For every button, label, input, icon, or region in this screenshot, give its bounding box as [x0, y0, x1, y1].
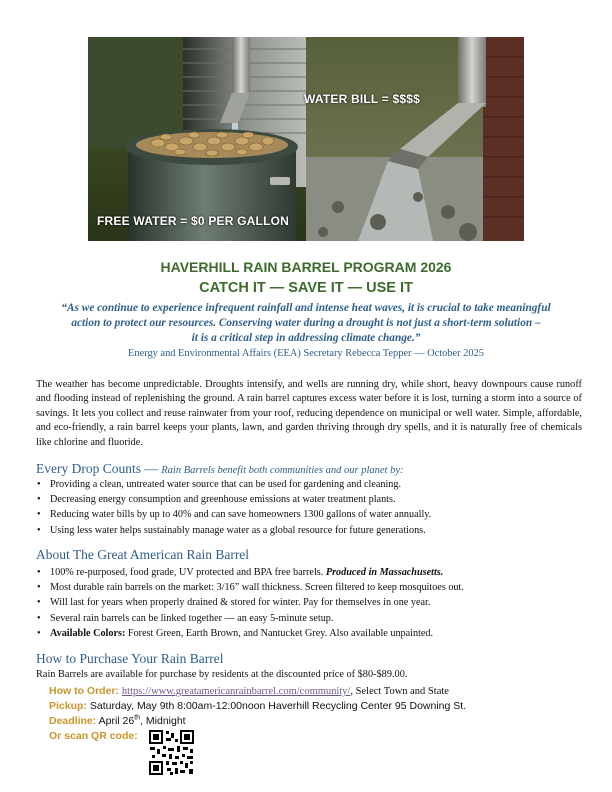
rain-barrel-photo: [88, 37, 524, 241]
colors-text: Forest Green, Earth Brown, and Nantucket Grey. Also available unpainted.: [127, 627, 434, 639]
produced-in-ma: Produced in Massachusetts.: [325, 567, 444, 578]
intro-paragraph: The weather has become unpredictable. Droughts intensify, and wells are running dry, while short, heavy downpours cause runoff and flooding instead of replenishing the ground. A rain barrel captures excess water before it is lost, turning a storm into a source of savings. It lets you collect and reuse rainwater from your roof, reducing dependence on municipal or well water. Simple, affordable, and eco-friendly, a rain barrel keeps your plants, lawn, and garden thriving through dry spells, and it is naturally free of chemicals like chlorine and fluoride.: [36, 379, 582, 448]
purchase-text: Rain Barrels are available for purchase by residents at the discounted price of $80-$89.00.: [36, 669, 408, 680]
colors-label: Available Colors:: [50, 627, 126, 639]
deadline-sup: th: [134, 714, 141, 722]
benefits-list: [36, 477, 586, 538]
pickup-label: Pickup:: [49, 700, 87, 712]
hero-image: [88, 37, 524, 241]
qr-line: [49, 730, 138, 742]
quote-line: action to protect our resources. Conserving water during a drought is not just a short-term solution –: [71, 317, 541, 329]
quote-attribution: Energy and Environmental Affairs (EEA) Secretary Rebecca Tepper — October 2025: [128, 348, 484, 359]
qr-code-icon[interactable]: [149, 730, 194, 775]
every-drop-subheading: Rain Barrels benefit both communities and our planet by:: [161, 465, 404, 476]
list-item: • Decreasing energy consumption and greenhouse emissions at water treatment plants.: [36, 492, 586, 507]
every-drop-title: Every Drop Counts —: [36, 461, 158, 476]
order-link[interactable]: https://www.greatamericanrainbarrel.com/community/: [121, 686, 351, 697]
list-item: • Most durable rain barrels on the market: 3/16” wall thickness. Screen filtered to keep mosquitoes out.: [36, 580, 586, 595]
program-title: HAVERHILL RAIN BARREL PROGRAM 2026: [160, 259, 452, 275]
list-item: • Will last for years when properly drained & stored for winter. Pay for themselves in one year.: [36, 595, 586, 610]
every-drop-heading: [36, 461, 404, 477]
pickup-line: [49, 700, 466, 712]
free-water-caption: FREE WATER = $0 PER GALLON: [97, 214, 290, 228]
deadline-day: April 26: [98, 715, 135, 727]
list-item: [36, 626, 586, 641]
about-heading: About The Great American Rain Barrel: [36, 547, 250, 562]
feature-text: 100% re-purposed, food grade, UV protected and BPA free barrels.: [50, 567, 324, 578]
list-item: • Reducing water bills by up to 40% and can save homeowners 1300 gallons of water annually.: [36, 507, 586, 522]
deadline-time: , Midnight: [140, 715, 186, 727]
order-suffix: , Select Town and State: [350, 686, 449, 697]
quote-line: it is a critical step in addressing climate change.”: [191, 332, 421, 344]
pickup-text: Saturday, May 9th 8:00am-12:00noon Haverhill Recycling Center 95 Downing St.: [89, 700, 467, 712]
quote-line: “As we continue to experience infrequent rainfall and intense heat waves, it is crucial to take meaningful: [61, 302, 551, 314]
water-bill-caption: WATER BILL = $$$$: [304, 92, 420, 106]
order-line: [49, 685, 449, 697]
purchase-heading: How to Purchase Your Rain Barrel: [36, 651, 224, 666]
list-item: [36, 565, 586, 580]
deadline-line: [49, 715, 186, 727]
list-item: • Several rain barrels can be linked together — an easy 5-minute setup.: [36, 611, 586, 626]
qr-label: Or scan QR code:: [49, 730, 138, 742]
eea-quote: [40, 301, 572, 346]
deadline-label: Deadline:: [49, 715, 97, 727]
list-item: • Using less water helps sustainably manage water as a global resource for future generations.: [36, 523, 586, 538]
about-list: [36, 565, 586, 641]
order-label: How to Order:: [49, 685, 119, 697]
slogan: CATCH IT — SAVE IT — USE IT: [199, 280, 413, 296]
list-item: • Providing a clean, untreated water source that can be used for gardening and cleaning.: [36, 477, 586, 492]
qr-code-graphic: [149, 730, 194, 775]
